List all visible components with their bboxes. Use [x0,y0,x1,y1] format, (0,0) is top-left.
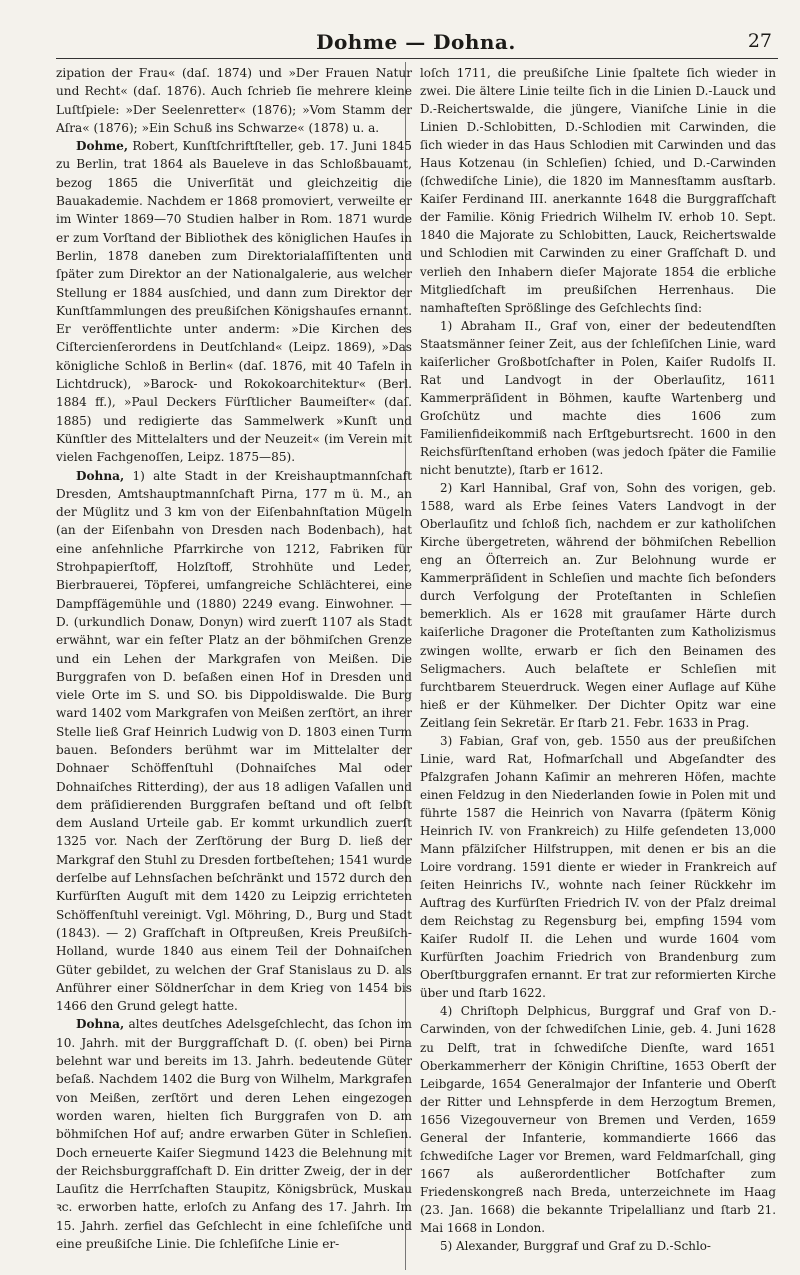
paragraph-continuation: zipation der Frau« (daſ. 1874) und »Der Frauen Natur und Recht« (daſ. 1876). Auch ſchrieb ſie mehrere kleine Luſtſpiele: »Der Seelenretter« (1876); »Vom Stamm der Aſra« (1876); »Ein Schuß ins Schwarze« (1878) u. a. [56,66,412,135]
subentry-alexander: 5) Alexander, Burggraf und Graf zu D.-Schlo- [440,1239,711,1254]
header-rule [56,58,778,59]
entry-dohna-town [56,467,412,1016]
entry-text: altes deutſches Adelsgeſchlecht, das ſchon im 10. Jahrh. mit der Burggrafſchaft D. (ſ. oben) bei Pirna belehnt war und bereits im 13. Jahrh. bedeutende Güter beſaß. Nachdem 1402 die Burg von Wilhelm, Markgrafen von Meißen, zerſtört und deren Lehen eingezogen worden waren, hielten ſich Burggrafen von D. am böhmiſchen Hof auf; andre erwarben Güter in Schleſien. Doch erneuerte Kaiſer Siegmund 1423 die Belehnung mit der Reichsburggrafſchaft D. Ein dritter Zweig, der in der Lauſitz die Herrſchaften Staupitz, Königsbrück, Muskau ꝛc. erworben hatte, erloſch zu Anfang des 17. Jahrh. Im 15. Jahrh. zerfiel das Geſchlecht in eine ſchleſiſche und eine preußiſche Linie. Die ſchleſiſche Linie er- [56,1017,412,1251]
entry-text: 1) alte Stadt in der Kreishauptmannſchaft Dresden, Amtshauptmannſchaft Pirna, 177 m ü. M., an der Müglitz und 3 km von der Eiſenbahnſtation Mügeln (an der Eiſenbahn von Dresden nach Bodenbach), hat eine anſehnliche Pfarrkirche von 1212, Fabriken für Strohpapierſtoff, Holzſtoff, Strohhüte und Leder, Bierbrauerei, Töpferei, umfangreiche Schlächterei, eine Dampfſägemühle und (1880) 2249 evang. Einwohner. — D. (urkundlich Donaw, Donyn) wird zuerſt 1107 als Stadt erwähnt, war ein feſter Platz an der böhmiſchen Grenze und ein Lehen der Markgrafen von Meißen. Die Burggrafen von D. beſaßen einen Hof in Dresden und viele Orte im S. und SO. bis Dippoldiswalde. Die Burg ward 1402 vom Markgrafen von Meißen zerſtört, an ihrer Stelle ließ Graf Heinrich Ludwig von D. 1803 einen Turm bauen. Beſonders berühmt war im Mittelalter der Dohnaer Schöffenſtuhl (Dohnaiſches Mal oder Dohnaiſches Ritterding), der aus 18 adligen Vaſallen und dem präſidierenden Burggrafen beſtand und oft ſelbſt dem Ausland Urteile gab. Er kommt urkundlich zuerſt 1325 vor. Nach der Zerſtörung der Burg D. ließ der Markgraf den Stuhl zu Dresden fortbeſtehen; 1541 wurde derſelbe auf Lehnsſachen beſchränkt und 1572 durch den Kurfürſten Auguſt mit dem 1420 zu Leipzig errichteten Schöffenſtuhl vereinigt. Vgl. Möhring, D., Burg und Stadt (1843). — 2) Grafſchaft in Oſtpreußen, Kreis Preußiſch-Holland, wurde 1840 aus einem Teil der Dohnaiſchen Güter gebildet, zu welchen der Graf Stanislaus zu D. als Anführer einer Söldnerſchar in dem Krieg von 1454 bis 1466 den Grund gelegt hatte. [56,468,412,1014]
page-header [56,30,776,54]
entry-headword: Dohna, [76,468,125,483]
entry-dohna-family [56,1015,412,1253]
entry-headword: Dohme, [76,139,129,154]
entry-headword: Dohna, [76,1017,125,1032]
left-column [56,64,412,1253]
page-number: 27 [747,30,772,52]
subentry-fabian: 3) Fabian, Graf von, geb. 1550 aus der preußiſchen Linie, ward Rat, Hofmarſchall und Abgeſandter des Pfalzgrafen Johann Kaſimir an mehreren Höfen, machte einen Feldzug in den Niederlanden ſowie in Polen mit und führte 1587 die Heinrich von Navarra (ſpäterm König Heinrich IV. von Frankreich) zu Hilfe geſendeten 13,000 Mann pfälziſcher Hilfstruppen, mit denen er bis an die Loire vordrang. 1591 diente er wieder in Frankreich auf ſeiten Heinrichs IV., wohnte nach ſeiner Rückkehr im Auftrag des Kurfürſten Friedrich IV. von der Pfalz dreimal dem Reichstag zu Regensburg bei, empfing 1594 vom Kaiſer Rudolf II. die Lehen und wurde 1604 vom Kurfürſten Joachim Friedrich von Brandenburg zum Oberſtburggrafen ernannt. Er trat zur reformierten Kirche über und ſtarb 1622. [420,733,776,1001]
paragraph-continuation: loſch 1711, die preußiſche Linie ſpaltete ſich wieder in zwei. Die ältere Linie teilte ſich in die Linien D.-Lauck und D.-Reichertswalde, die jüngere, Vianiſche Linie in die Linien D.-Schlobitten, D.-Schlodien mit Carwinden, die ſich wieder in das Haus Schlodien mit Carwinden und das Haus Kotzenau (in Schleſien) ſchied, und D.-Carwinden (ſchwediſche Linie), die 1820 im Mannesſtamm ausſtarb. Kaiſer Ferdinand III. anerkannte 1648 die Burggrafſchaft der Familie. König Friedrich Wilhelm IV. erhob 10. Sept. 1840 die Majorate zu Schlobitten, Lauck, Reichertswalde und Schlodien mit Carwinden zu einer Grafſchaft D. und verlieh den Inhabern dieſer Majorate 1854 die erbliche Mitgliedſchaft im preußiſchen Herrenhaus. Die namhafteſten Sprößlinge des Geſchlechts ſind: [420,66,776,315]
entry-dohme [56,137,412,466]
right-column [420,64,776,1255]
subentry-karl-hannibal: 2) Karl Hannibal, Graf von, Sohn des vorigen, geb. 1588, ward als Erbe ſeines Vaters Landvogt in der Oberlauſitz und ſchloß ſich, nachdem er zur katholiſchen Kirche übergetreten, während der böhmiſchen Rebellion eng an Öſterreich an. Zur Belohnung wurde er Kammerpräſident in Schleſien und machte ſich beſonders durch Verfolgung der Proteſtanten in Schleſien bemerklich. Als er 1628 mit grauſamer Härte durch kaiſerliche Dragoner die Proteſtanten zum Katholizismus zwingen wollte, erwarb er ſich den Beinamen des Seligmachers. Auch belaſtete er Schleſien mit furchtbarem Steuerdruck. Wegen einer Auflage auf Kühe hieß er der Kühmelker. Der Dichter Opitz war eine Zeitlang ſein Sekretär. Er ſtarb 21. Febr. 1633 in Prag. [420,481,776,730]
entry-text: Robert, Kunſtſchriftſteller, geb. 17. Juni 1845 zu Berlin, trat 1864 als Baueleve in das Schloßbauamt, bezog 1865 die Univerſität und gleichzeitig die Bauakademie. Nachdem er 1868 promoviert, verweilte er im Winter 1869—70 Studien halber in Rom. 1871 wurde er zum Vorſtand der Bibliothek des königlichen Hauſes in Berlin, 1878 daneben zum Direktorialaſſiſtenten und ſpäter zum Direktor an der Nationalgalerie, aus welcher Stellung er 1884 ausſchied, und dann zum Direktor der Kunſtſammlungen des preußiſchen Königshauſes ernannt. Er veröffentlichte unter anderm: »Die Kirchen des Ciſtercienſerordens in Deutſchland« (Leipz. 1869), »Das königliche Schloß in Berlin« (daſ. 1876, mit 40 Tafeln in Lichtdruck), »Barock- und Rokokoarchitektur« (Berl. 1884 ff.), »Paul Deckers Fürſtlicher Baumeiſter« (daſ. 1885) und redigierte das Sammelwerk »Kunſt und Künſtler des Mittelalters und der Neuzeit« (im Verein mit vielen Fachgenoſſen, Leipz. 1875—85). [56,139,412,465]
running-title: Dohme — Dohna. [316,30,516,54]
subentry-abraham: 1) Abraham II., Graf von, einer der bedeutendſten Staatsmänner ſeiner Zeit, aus der ſchleſiſchen Linie, ward kaiſerlicher Großbotſchafter in Polen, Kaiſer Rudolfs II. Rat und Landvogt in der Oberlauſitz, 1611 Kammerpräſident in Böhmen, kaufte Wartenberg und Groſchütz und machte dies 1606 zum Familienfideikommiß nach Erſtgeburtsrecht. 1600 in den Reichsfürſtenſtand erhoben (was jedoch ſpäter die Familie nicht benutzte), ſtarb er 1612. [420,318,776,478]
subentry-christoph: 4) Chriſtoph Delphicus, Burggraf und Graf von D.-Carwinden, von der ſchwediſchen Linie, geb. 4. Juni 1628 zu Delft, trat in ſchwediſche Dienſte, ward 1651 Oberkammerherr der Königin Chriſtine, 1653 Oberſt der Leibgarde, 1654 Generalmajor der Infanterie und Oberſt der Ritter und Lehnspferde in dem Herzogtum Bremen, 1656 Vizegouverneur von Bremen und Verden, 1659 General der Infanterie, kommandierte 1666 das ſchwediſche Lager vor Bremen, ward Feldmarſchall, ging 1667 als außerordentlicher Botſchafter zum Friedenskongreß nach Breda, unterzeichnete im Haag (23. Jan. 1668) die bekannte Tripelallianz und ſtarb 21. Mai 1668 in London. [420,1004,776,1235]
